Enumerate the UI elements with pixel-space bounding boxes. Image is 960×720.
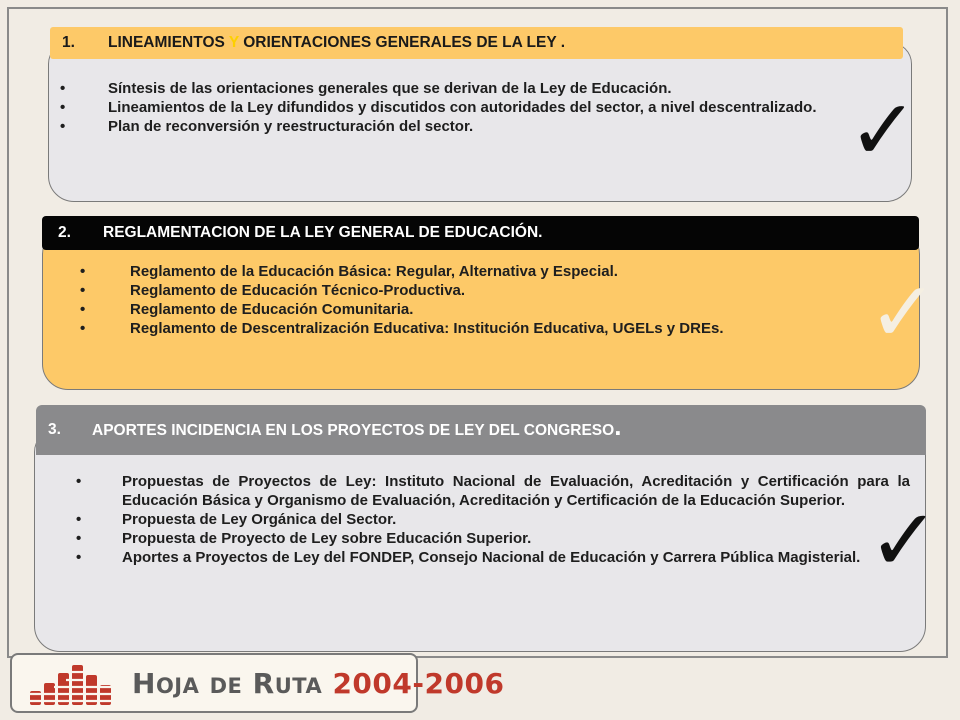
list-item: • Propuesta de Ley Orgánica del Sector. bbox=[76, 511, 397, 528]
list-item: • Reglamento de la Educación Básica: Regular, Alternativa y Especial. bbox=[80, 263, 618, 280]
list-item: • Plan de reconversión y reestructuración del sector. bbox=[60, 118, 474, 135]
section-1-number: 1. bbox=[62, 34, 75, 51]
logo-title: HOJA DE RUTA 2004-2006 bbox=[132, 667, 505, 700]
section-2-number: 2. bbox=[58, 224, 71, 241]
section-3-header bbox=[36, 405, 926, 455]
section-2-title: REGLAMENTACION DE LA LEY GENERAL DE EDUCACIÓN. bbox=[103, 224, 543, 241]
hoja-de-ruta-logo bbox=[10, 653, 505, 713]
section-3-list bbox=[76, 472, 910, 567]
section-1-list bbox=[60, 79, 906, 136]
checkmark-icon: ✓ bbox=[868, 263, 939, 361]
list-item: • Propuestas de Proyectos de Ley: Instituto Nacional de Evaluación, Acreditación y Certificación para la Educación Básica y Organismo de Evaluación, Acreditación y Certificación de la Educación Superior. bbox=[76, 473, 910, 509]
bar-graph-logo-icon bbox=[26, 661, 120, 707]
list-item: • Lineamientos de la Ley difundidos y discutidos con autoridades del sector, a nivel descentralizado. bbox=[60, 99, 817, 116]
checkmark-icon: ✓ bbox=[868, 491, 941, 591]
section-2-header bbox=[42, 216, 919, 250]
list-item: • Propuesta de Proyecto de Ley sobre Educación Superior. bbox=[76, 530, 532, 547]
section-3-number: 3. bbox=[48, 421, 61, 438]
section-1-header bbox=[50, 27, 903, 59]
list-item: • Reglamento de Educación Comunitaria. bbox=[80, 301, 414, 318]
list-item: • Reglamento de Descentralización Educativa: Institución Educativa, UGELs y DREs. bbox=[80, 320, 724, 337]
section-3-title: APORTES INCIDENCIA EN LOS PROYECTOS DE LEY DEL CONGRESO. bbox=[92, 410, 622, 441]
section-1-title: LINEAMIENTOS Y ORIENTACIONES GENERALES DE LA LEY . bbox=[108, 34, 566, 51]
list-item: • Reglamento de Educación Técnico-Productiva. bbox=[80, 282, 466, 299]
list-item: • Síntesis de las orientaciones generales que se derivan de la Ley de Educación. bbox=[60, 80, 672, 97]
section-2-list bbox=[80, 262, 900, 338]
list-item: • Aportes a Proyectos de Ley del FONDEP, Consejo Nacional de Educación y Carrera Pública Magisterial. bbox=[76, 549, 861, 566]
checkmark-icon: ✓ bbox=[848, 81, 919, 179]
